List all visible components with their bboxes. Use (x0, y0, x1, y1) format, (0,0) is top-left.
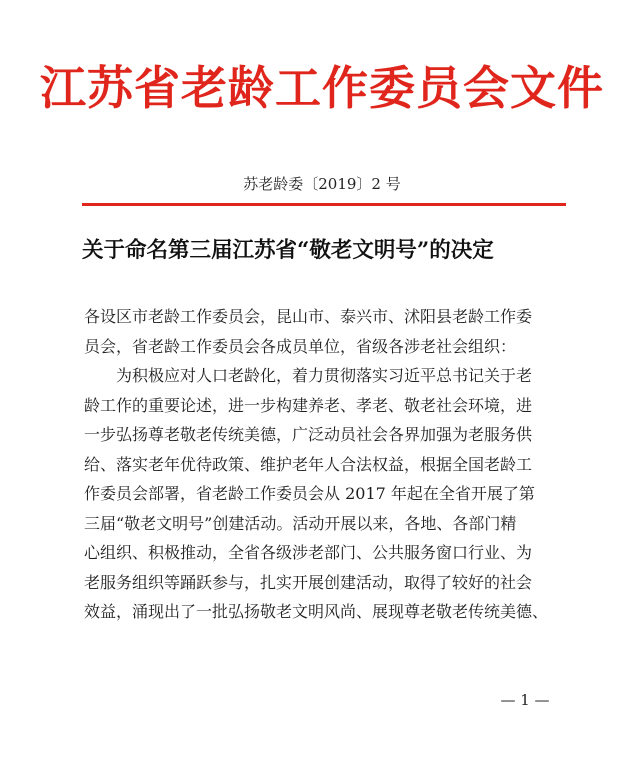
body-text-line: 作委员会部署，省老龄工作委员会从 2017 年起在全省开展了第 (84, 484, 535, 503)
issuing-organization-header: 江苏省老龄工作委员会文件 (40, 61, 604, 115)
red-separator-line (82, 203, 566, 206)
addressee-line: 各设区市老龄工作委员会，昆山市、泰兴市、沭阳县老龄工作委 (84, 307, 533, 326)
document-number: 苏老龄委〔2019〕2 号 (243, 175, 401, 193)
body-text-line: 老服务组织等踊跃参与，扎实开展创建活动，取得了较好的社会 (84, 572, 533, 592)
body-text-line: 心组织、积极推动，全省各级涉老部门、公共服务窗口行业、为 (84, 543, 533, 562)
document-body (84, 302, 564, 627)
addressee-line: 员会，省老龄工作委员会各成员单位，省级各涉老社会组织： (84, 336, 517, 356)
body-text-line: 一步弘扬尊老敬老传统美德，广泛动员社会各界加强为老服务供 (84, 425, 533, 444)
body-text-line: 龄工作的重要论述，进一步构建养老、孝老、敬老社会环境，进 (84, 395, 533, 415)
body-text-line: 三届“敬老文明号”创建活动。活动开展以来，各地、各部门精 (84, 513, 517, 533)
page-number: — 1 — (500, 691, 550, 709)
document-title: 关于命名第三届江苏省“敬老文明号”的决定 (82, 238, 494, 263)
body-text-line: 为积极应对人口老龄化，着力贯彻落实习近平总书记关于老 (116, 366, 533, 385)
body-text-line: 效益，涌现出了一批弘扬敬老文明风尚、展现尊老敬老传统美德、 (84, 602, 549, 621)
body-text-line: 给、落实老年优待政策、维护老年人合法权益，根据全国老龄工 (84, 454, 533, 474)
